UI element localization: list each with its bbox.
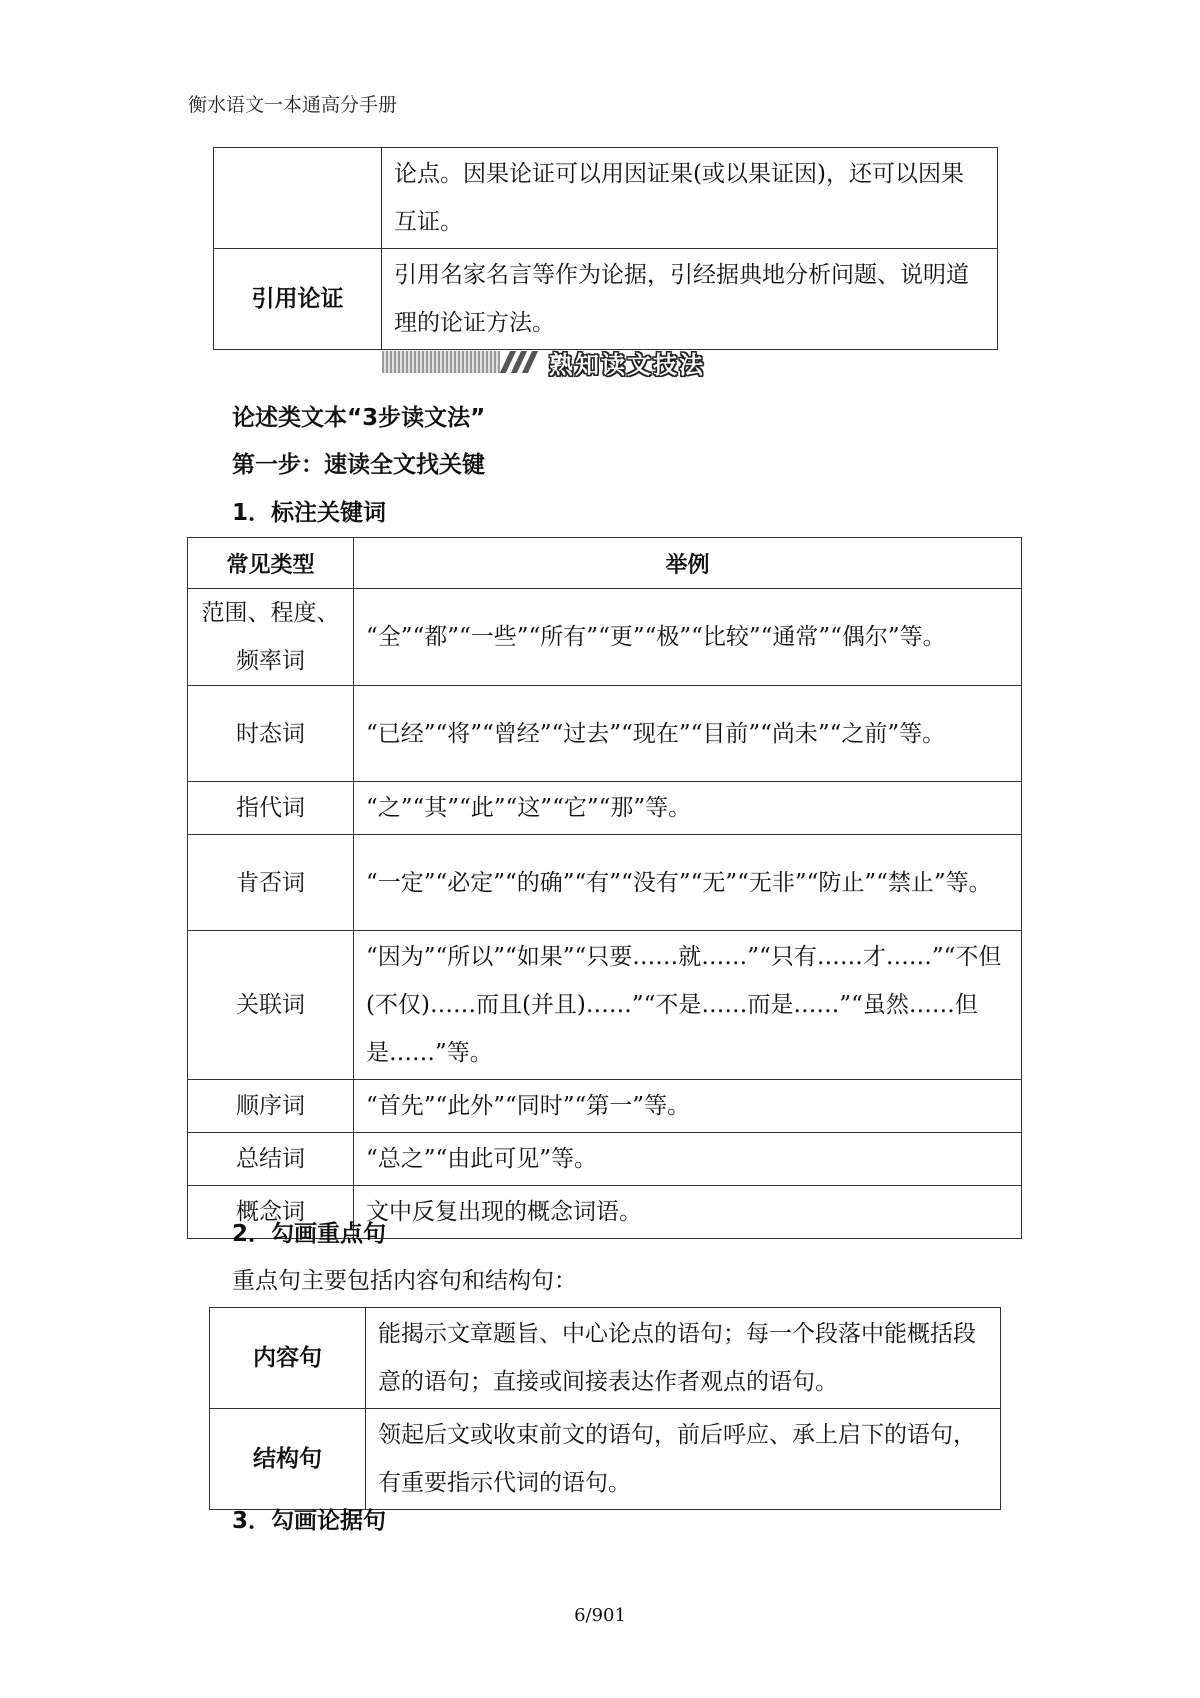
table-row: [188, 931, 1022, 1080]
subheading-keywords: 1．标注关键词: [232, 500, 387, 526]
banner-title: 熟知读文技法: [549, 350, 705, 379]
type-cell: 时态词: [188, 686, 354, 782]
type-cell: 总结词: [188, 1133, 354, 1186]
section-banner: [382, 346, 705, 378]
type-cell: 范围、程度、频率词: [188, 589, 354, 686]
table-row: [188, 835, 1022, 931]
row-text: 论点。因果论证可以用因证果(或以果证因)，还可以因果互证。: [382, 148, 998, 249]
example-cell: “总之”“由此可见”等。: [354, 1133, 1022, 1186]
example-cell: “首先”“此外”“同时”“第一”等。: [354, 1080, 1022, 1133]
table-row: [188, 589, 1022, 686]
table-sentence-types: [209, 1307, 1001, 1510]
type-cell: 顺序词: [188, 1080, 354, 1133]
table-row: [188, 782, 1022, 835]
page-number: 6/901: [574, 1605, 626, 1626]
type-cell: 指代词: [188, 782, 354, 835]
table-row: [188, 1133, 1022, 1186]
subheading-key-sentences: 2．勾画重点句: [232, 1221, 387, 1247]
example-cell: 文中反复出现的概念词语。: [354, 1186, 1022, 1239]
example-cell: “因为”“所以”“如果”“只要……就……”“只有……才……”“不但(不仅)……而且(并且)……”“不是……而是……”“虽然……但是……”等。: [354, 931, 1022, 1080]
column-header: 举例: [354, 538, 1022, 589]
table-row: [210, 1308, 1001, 1409]
table-row: [214, 148, 998, 249]
table-row: [188, 686, 1022, 782]
table-keyword-types: [187, 537, 1022, 1239]
example-cell: “一定”“必定”“的确”“有”“没有”“无”“无非”“防止”“禁止”等。: [354, 835, 1022, 931]
row-label: [214, 148, 382, 249]
row-label: 内容句: [210, 1308, 366, 1409]
banner-stripes: [382, 351, 500, 373]
section-title: 论述类文本“3步读文法”: [232, 405, 486, 431]
table-row: [210, 1409, 1001, 1510]
key-sentences-intro: 重点句主要包括内容句和结构句：: [232, 1268, 577, 1294]
column-header: 常见类型: [188, 538, 354, 589]
type-cell: 关联词: [188, 931, 354, 1080]
type-cell: 概念词: [188, 1186, 354, 1239]
row-label: 引用论证: [214, 249, 382, 350]
example-cell: “全”“都”“一些”“所有”“更”“极”“比较”“通常”“偶尔”等。: [354, 589, 1022, 686]
step-heading: 第一步：速读全文找关键: [232, 452, 485, 478]
page-header: 衡水语文一本通高分手册: [188, 94, 398, 116]
table-header-row: [188, 538, 1022, 589]
table-row: [214, 249, 998, 350]
example-cell: “已经”“将”“曾经”“过去”“现在”“目前”“尚未”“之前”等。: [354, 686, 1022, 782]
row-text: 引用名家名言等作为论据，引经据典地分析问题、说明道理的论证方法。: [382, 249, 998, 350]
row-label: 结构句: [210, 1409, 366, 1510]
type-cell: 肯否词: [188, 835, 354, 931]
table-argument-methods: [213, 147, 998, 350]
row-text: 能揭示文章题旨、中心论点的语句；每一个段落中能概括段意的语句；直接或间接表达作者观点的语句。: [366, 1308, 1001, 1409]
example-cell: “之”“其”“此”“这”“它”“那”等。: [354, 782, 1022, 835]
subheading-evidence-sentences: 3．勾画论据句: [232, 1508, 387, 1534]
row-text: 领起后文或收束前文的语句，前后呼应、承上启下的语句，有重要指示代词的语句。: [366, 1409, 1001, 1510]
table-row: [188, 1080, 1022, 1133]
